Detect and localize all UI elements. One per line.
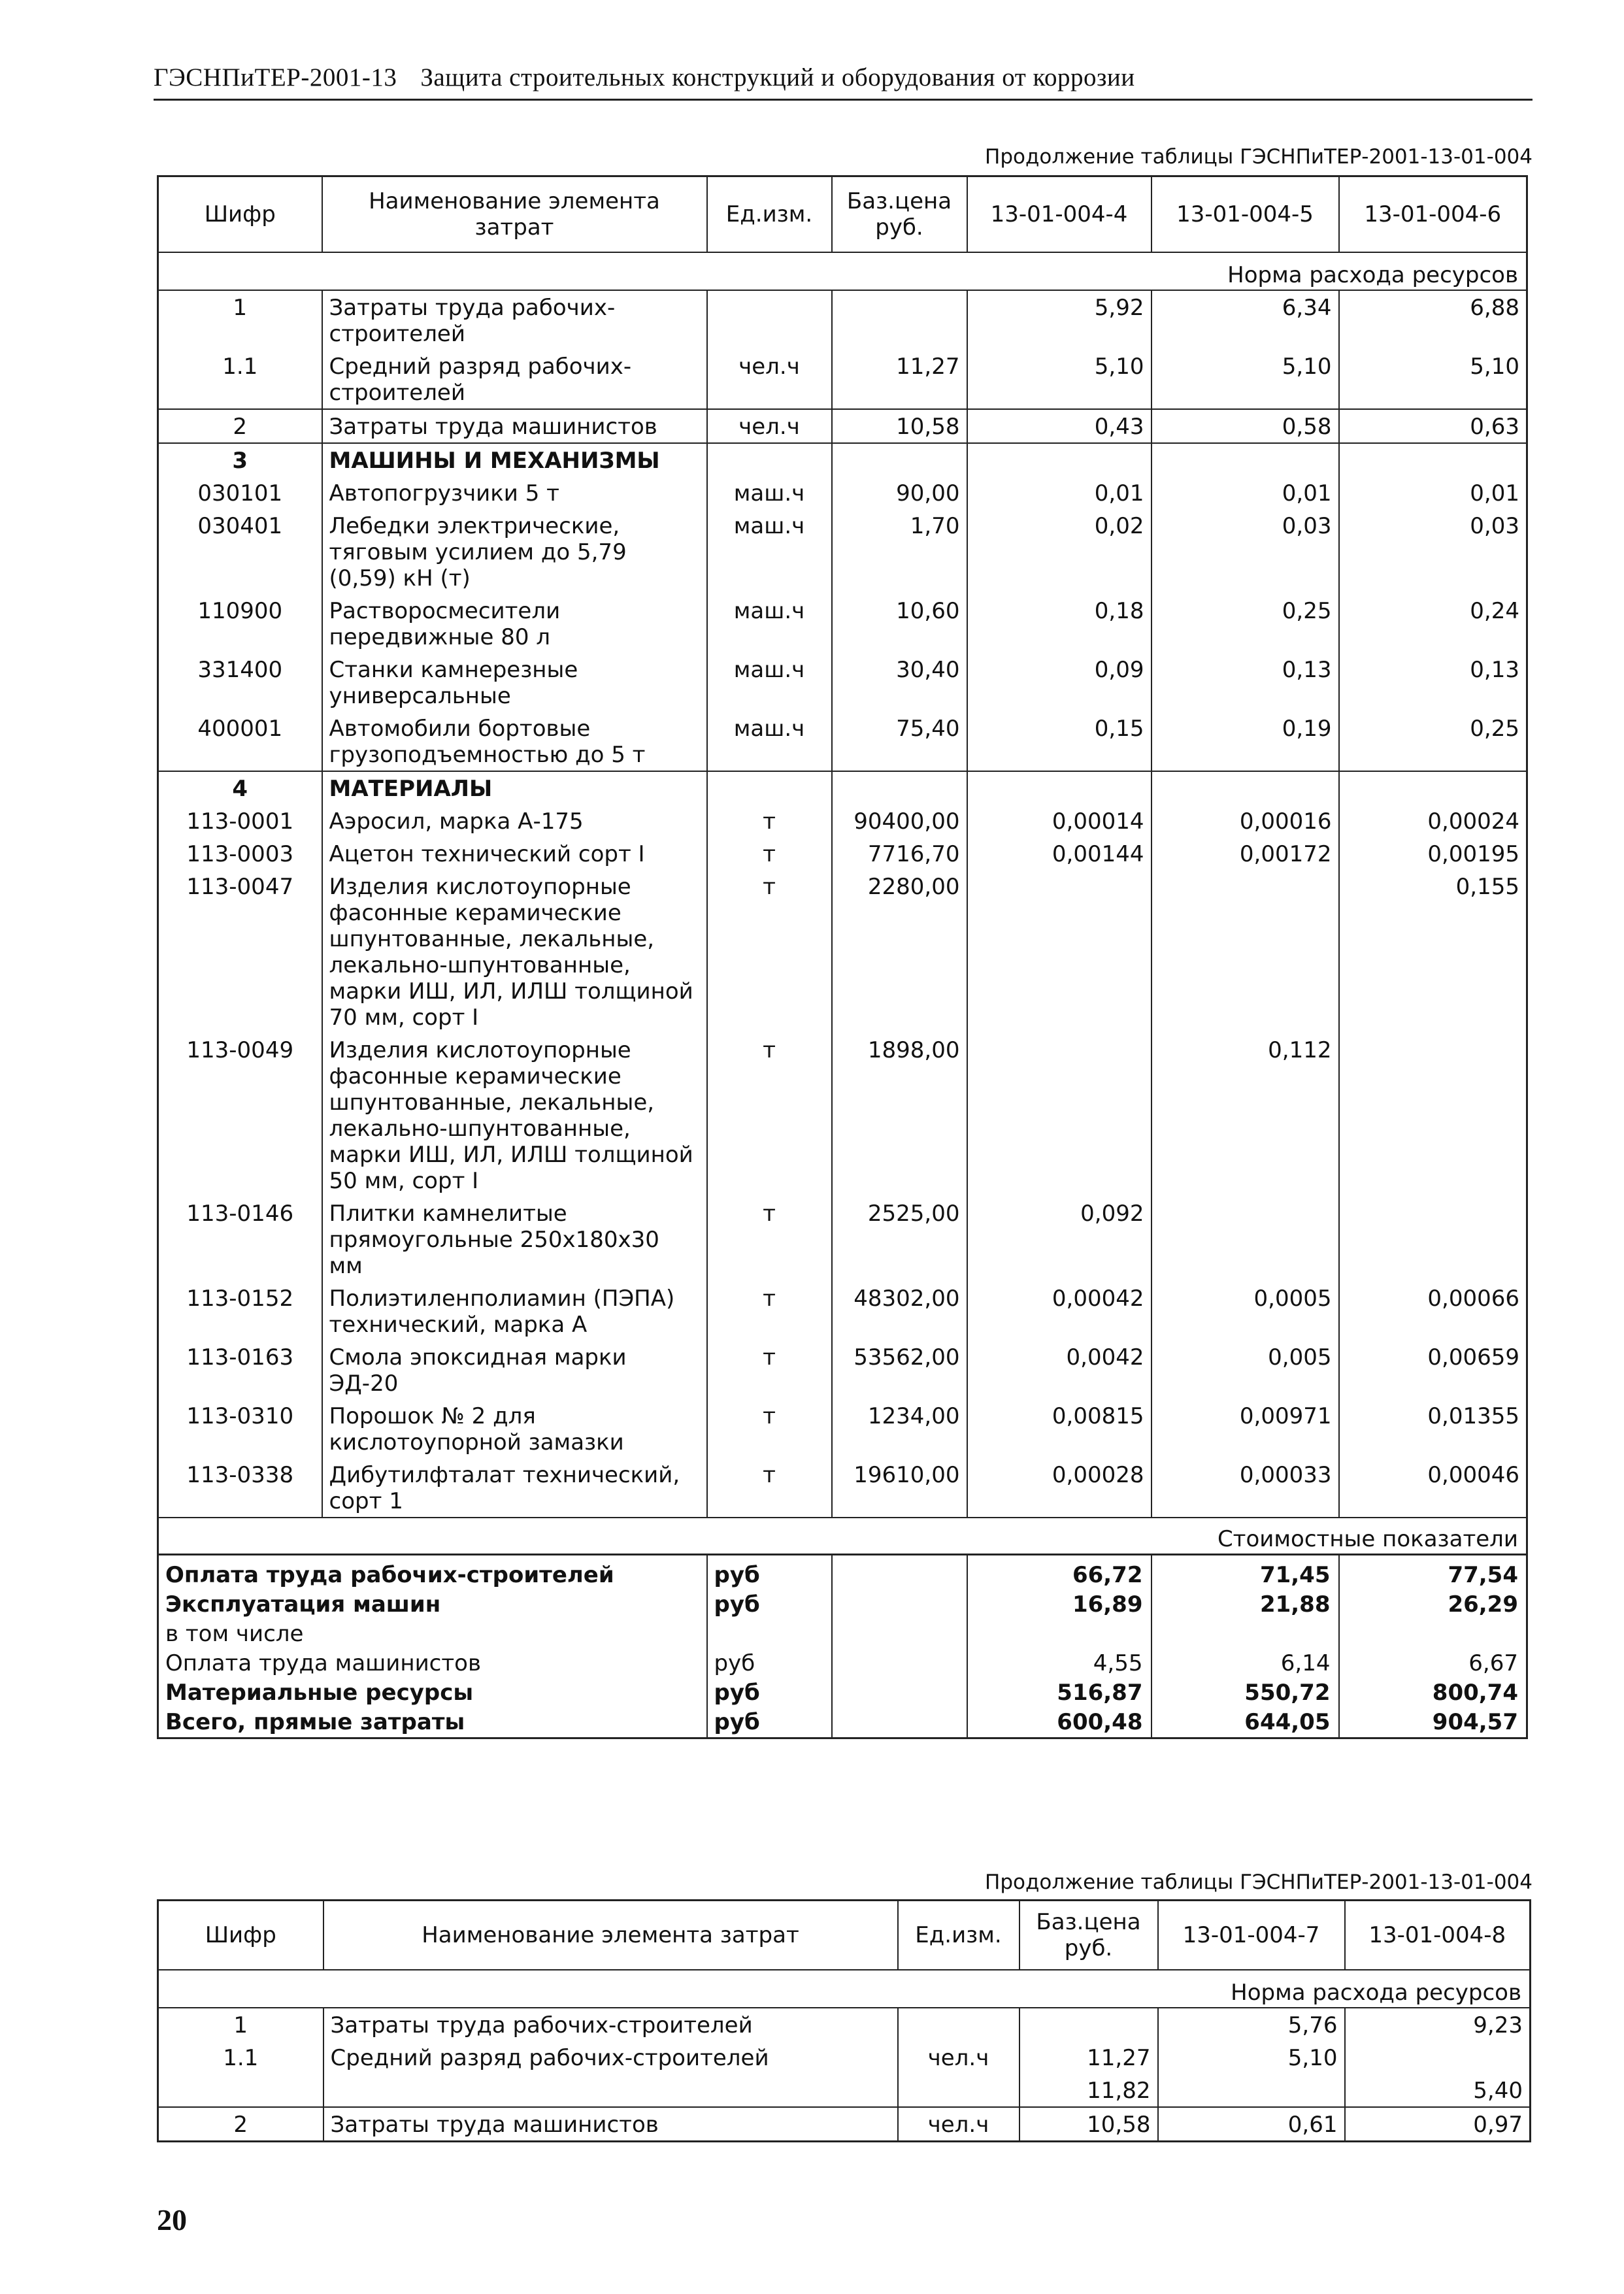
row-name: Затраты труда рабочих-строителей bbox=[323, 2008, 898, 2041]
summary-value-3 bbox=[1339, 1620, 1527, 1649]
section-row bbox=[158, 443, 1527, 476]
row-code: 113-0152 bbox=[158, 1282, 322, 1340]
row-price: 10,58 bbox=[832, 409, 967, 443]
cost-label: Стоимостные показатели bbox=[158, 1518, 1527, 1555]
table-row bbox=[158, 1340, 1527, 1399]
summary-label: Оплата труда машинистов bbox=[158, 1649, 707, 1678]
row-value-3: 0,25 bbox=[1339, 712, 1527, 771]
table-row bbox=[158, 1197, 1527, 1282]
row-price: 2280,00 bbox=[832, 870, 967, 1033]
row-price bbox=[1019, 2008, 1158, 2041]
col-header-price: Баз.цена руб. bbox=[832, 176, 967, 253]
norm-label-row bbox=[158, 1970, 1531, 2008]
row-value-3: 0,63 bbox=[1339, 409, 1527, 443]
row-unit bbox=[898, 2074, 1019, 2107]
row-value-2: 6,34 bbox=[1152, 290, 1339, 350]
summary-price bbox=[832, 1590, 967, 1620]
summary-unit bbox=[707, 1620, 832, 1649]
col-header-name: Наименование элемента затрат bbox=[323, 1901, 898, 1970]
summary-value-2: 644,05 bbox=[1152, 1708, 1339, 1738]
summary-price bbox=[832, 1649, 967, 1678]
summary-value-1: 516,87 bbox=[967, 1678, 1152, 1708]
row-value-3: 0,03 bbox=[1339, 509, 1527, 594]
row-unit: т bbox=[707, 870, 832, 1033]
row-name: Плитки камнелитые прямоугольные 250х180х30 мм bbox=[322, 1197, 707, 1282]
row-value-1: 0,15 bbox=[967, 712, 1152, 771]
summary-value-2: 21,88 bbox=[1152, 1590, 1339, 1620]
table1-header-row bbox=[158, 176, 1527, 253]
row-code: 1 bbox=[158, 290, 322, 350]
summary-price bbox=[832, 1555, 967, 1591]
summary-row bbox=[158, 1620, 1527, 1649]
row-code: 113-0338 bbox=[158, 1458, 322, 1518]
table-row bbox=[158, 2074, 1531, 2107]
row-code: 113-0001 bbox=[158, 805, 322, 837]
row-unit bbox=[707, 290, 832, 350]
row-code: 3 bbox=[158, 443, 322, 476]
summary-unit: руб bbox=[707, 1649, 832, 1678]
row-unit bbox=[707, 443, 832, 476]
row-unit: т bbox=[707, 1399, 832, 1458]
row-value-1: 0,61 bbox=[1158, 2107, 1345, 2142]
summary-value-3: 904,57 bbox=[1339, 1708, 1527, 1738]
resource-table-2 bbox=[157, 1899, 1531, 2142]
row-unit: т bbox=[707, 1197, 832, 1282]
row-value-3: 0,155 bbox=[1339, 870, 1527, 1033]
row-value-3: 0,00046 bbox=[1339, 1458, 1527, 1518]
summary-row bbox=[158, 1708, 1527, 1738]
table-row bbox=[158, 594, 1527, 653]
row-value-1: 0,01 bbox=[967, 476, 1152, 509]
summary-unit: руб bbox=[707, 1678, 832, 1708]
row-name: Затраты труда машинистов bbox=[322, 409, 707, 443]
summary-price bbox=[832, 1678, 967, 1708]
col-header-unit: Ед.изм. bbox=[707, 176, 832, 253]
row-value-3: 6,88 bbox=[1339, 290, 1527, 350]
summary-value-3: 800,74 bbox=[1339, 1678, 1527, 1708]
row-code: 113-0310 bbox=[158, 1399, 322, 1458]
row-unit bbox=[707, 771, 832, 805]
col-header-unit: Ед.изм. bbox=[898, 1901, 1019, 1970]
row-value-3: 0,24 bbox=[1339, 594, 1527, 653]
row-code: 4 bbox=[158, 771, 322, 805]
row-name: Лебедки электрические, тяговым усилием до 5,79 (0,59) кН (т) bbox=[322, 509, 707, 594]
row-value-2: 0,58 bbox=[1152, 409, 1339, 443]
row-value-2: 5,10 bbox=[1152, 350, 1339, 409]
row-unit: т bbox=[707, 837, 832, 870]
row-value-2: 0,25 bbox=[1152, 594, 1339, 653]
row-price: 7716,70 bbox=[832, 837, 967, 870]
row-value-1: 0,00014 bbox=[967, 805, 1152, 837]
row-name: Ацетон технический сорт I bbox=[322, 837, 707, 870]
row-price: 30,40 bbox=[832, 653, 967, 712]
row-value-3: 0,01355 bbox=[1339, 1399, 1527, 1458]
row-value-3: 0,00659 bbox=[1339, 1340, 1527, 1399]
table-row bbox=[158, 653, 1527, 712]
row-value-2: 0,19 bbox=[1152, 712, 1339, 771]
col-header-norm-2: 13-01-004-5 bbox=[1152, 176, 1339, 253]
row-price: 11,27 bbox=[832, 350, 967, 409]
header-code: ГЭСНПиТЕР-2001-13 bbox=[154, 63, 397, 91]
table-row bbox=[158, 2107, 1531, 2142]
row-value-2: 0,97 bbox=[1345, 2107, 1531, 2142]
page-number: 20 bbox=[157, 2203, 187, 2236]
row-price: 90,00 bbox=[832, 476, 967, 509]
row-value-2 bbox=[1152, 443, 1339, 476]
summary-value-3: 77,54 bbox=[1339, 1555, 1527, 1591]
row-code: 113-0003 bbox=[158, 837, 322, 870]
row-price: 1234,00 bbox=[832, 1399, 967, 1458]
row-price: 53562,00 bbox=[832, 1340, 967, 1399]
table-row bbox=[158, 2008, 1531, 2041]
row-value-2: 0,00172 bbox=[1152, 837, 1339, 870]
row-name: Затраты труда рабочих-строителей bbox=[322, 290, 707, 350]
row-value-3: 0,00024 bbox=[1339, 805, 1527, 837]
col-header-name: Наименование элемента затрат bbox=[322, 176, 707, 253]
table-row bbox=[158, 1399, 1527, 1458]
row-value-2: 9,23 bbox=[1345, 2008, 1531, 2041]
row-name: Изделия кислотоупорные фасонные керамические шпунтованные, лекальные, лекально-шпунтованные, марки ИШ, ИЛ, ИЛШ толщиной 70 мм, сорт I bbox=[322, 870, 707, 1033]
row-value-1: 0,00815 bbox=[967, 1399, 1152, 1458]
row-value-1: 5,10 bbox=[1158, 2041, 1345, 2074]
table-row bbox=[158, 1458, 1527, 1518]
row-name: Средний разряд рабочих-строителей bbox=[322, 350, 707, 409]
row-name: Автомобили бортовые грузоподъемностью до 5 т bbox=[322, 712, 707, 771]
row-value-2: 5,40 bbox=[1345, 2074, 1531, 2107]
summary-label: Оплата труда рабочих-строителей bbox=[158, 1555, 707, 1591]
section-title: МАШИНЫ И МЕХАНИЗМЫ bbox=[322, 443, 707, 476]
row-price: 1898,00 bbox=[832, 1033, 967, 1197]
row-unit: маш.ч bbox=[707, 594, 832, 653]
norm-label: Норма расхода ресурсов bbox=[158, 252, 1527, 290]
table-row bbox=[158, 476, 1527, 509]
summary-row bbox=[158, 1649, 1527, 1678]
table-row bbox=[158, 2041, 1531, 2074]
summary-row bbox=[158, 1590, 1527, 1620]
row-name: Смола эпоксидная марки ЭД-20 bbox=[322, 1340, 707, 1399]
row-name: Автопогрузчики 5 т bbox=[322, 476, 707, 509]
section-title: МАТЕРИАЛЫ bbox=[322, 771, 707, 805]
row-name: Порошок № 2 для кислотоупорной замазки bbox=[322, 1399, 707, 1458]
table-row bbox=[158, 712, 1527, 771]
row-unit: т bbox=[707, 1458, 832, 1518]
row-value-2 bbox=[1152, 1197, 1339, 1282]
row-code: 030401 bbox=[158, 509, 322, 594]
row-price: 10,60 bbox=[832, 594, 967, 653]
col-header-code: Шифр bbox=[158, 176, 322, 253]
row-value-3 bbox=[1339, 1033, 1527, 1197]
row-unit: маш.ч bbox=[707, 509, 832, 594]
row-value-1: 5,76 bbox=[1158, 2008, 1345, 2041]
row-unit: маш.ч bbox=[707, 653, 832, 712]
table-row bbox=[158, 837, 1527, 870]
summary-label: в том числе bbox=[158, 1620, 707, 1649]
row-value-3 bbox=[1339, 1197, 1527, 1282]
summary-price bbox=[832, 1708, 967, 1738]
row-price: 1,70 bbox=[832, 509, 967, 594]
table-row bbox=[158, 350, 1527, 409]
row-unit: т bbox=[707, 1340, 832, 1399]
col-header-norm-1: 13-01-004-4 bbox=[967, 176, 1152, 253]
table2-header-row bbox=[158, 1901, 1531, 1970]
running-header bbox=[154, 63, 1533, 101]
row-value-1: 0,00042 bbox=[967, 1282, 1152, 1340]
row-value-1: 5,92 bbox=[967, 290, 1152, 350]
summary-value-2 bbox=[1152, 1620, 1339, 1649]
summary-value-1: 66,72 bbox=[967, 1555, 1152, 1591]
row-code: 030101 bbox=[158, 476, 322, 509]
row-code: 400001 bbox=[158, 712, 322, 771]
row-value-1: 5,10 bbox=[967, 350, 1152, 409]
row-name: Изделия кислотоупорные фасонные керамические шпунтованные, лекальные, лекально-шпунтованные, марки ИШ, ИЛ, ИЛШ толщиной 50 мм, сорт I bbox=[322, 1033, 707, 1197]
header-title: Защита строительных конструкций и оборудования от коррозии bbox=[420, 63, 1135, 91]
row-value-2 bbox=[1152, 870, 1339, 1033]
summary-label: Всего, прямые затраты bbox=[158, 1708, 707, 1738]
row-price: 75,40 bbox=[832, 712, 967, 771]
table1-continuation-label: Продолжение таблицы ГЭСНПиТЕР-2001-13-01-004 bbox=[985, 145, 1533, 169]
summary-value-3: 6,67 bbox=[1339, 1649, 1527, 1678]
row-price bbox=[832, 443, 967, 476]
row-unit: чел.ч bbox=[898, 2041, 1019, 2074]
row-name: Станки камнерезные универсальные bbox=[322, 653, 707, 712]
row-code: 1 bbox=[158, 2008, 323, 2041]
summary-row bbox=[158, 1555, 1527, 1591]
row-price: 11,82 bbox=[1019, 2074, 1158, 2107]
row-value-3: 0,00195 bbox=[1339, 837, 1527, 870]
row-price bbox=[832, 290, 967, 350]
row-unit: чел.ч bbox=[898, 2107, 1019, 2142]
row-code: 2 bbox=[158, 2107, 323, 2142]
summary-value-1: 4,55 bbox=[967, 1649, 1152, 1678]
summary-value-1: 600,48 bbox=[967, 1708, 1152, 1738]
col-header-norm-3: 13-01-004-6 bbox=[1339, 176, 1527, 253]
row-code: 113-0049 bbox=[158, 1033, 322, 1197]
table-row bbox=[158, 290, 1527, 350]
row-value-1: 0,00144 bbox=[967, 837, 1152, 870]
row-value-2: 0,005 bbox=[1152, 1340, 1339, 1399]
summary-value-1: 16,89 bbox=[967, 1590, 1152, 1620]
col-header-norm-1: 13-01-004-7 bbox=[1158, 1901, 1345, 1970]
row-value-3: 5,10 bbox=[1339, 350, 1527, 409]
summary-price bbox=[832, 1620, 967, 1649]
row-code: 113-0146 bbox=[158, 1197, 322, 1282]
row-code: 113-0047 bbox=[158, 870, 322, 1033]
row-price: 48302,00 bbox=[832, 1282, 967, 1340]
row-value-3 bbox=[1339, 443, 1527, 476]
row-name: Полиэтиленполиамин (ПЭПА) технический, марка А bbox=[322, 1282, 707, 1340]
row-value-2 bbox=[1152, 771, 1339, 805]
row-value-1 bbox=[967, 870, 1152, 1033]
row-price: 10,58 bbox=[1019, 2107, 1158, 2142]
row-price bbox=[832, 771, 967, 805]
table-row bbox=[158, 409, 1527, 443]
resource-table-1 bbox=[157, 175, 1528, 1739]
col-header-norm-2: 13-01-004-8 bbox=[1345, 1901, 1531, 1970]
row-unit: т bbox=[707, 805, 832, 837]
row-value-2: 0,13 bbox=[1152, 653, 1339, 712]
row-name: Дибутилфталат технический, сорт 1 bbox=[322, 1458, 707, 1518]
row-name: Растворосмесители передвижные 80 л bbox=[322, 594, 707, 653]
row-value-2 bbox=[1345, 2041, 1531, 2074]
row-code bbox=[158, 2074, 323, 2107]
row-code: 331400 bbox=[158, 653, 322, 712]
row-value-2: 0,00016 bbox=[1152, 805, 1339, 837]
row-value-1: 0,09 bbox=[967, 653, 1152, 712]
row-value-3: 0,13 bbox=[1339, 653, 1527, 712]
row-unit: чел.ч bbox=[707, 409, 832, 443]
row-unit: маш.ч bbox=[707, 712, 832, 771]
norm-label-row bbox=[158, 252, 1527, 290]
table-row bbox=[158, 870, 1527, 1033]
row-value-1: 0,43 bbox=[967, 409, 1152, 443]
row-price: 2525,00 bbox=[832, 1197, 967, 1282]
summary-row bbox=[158, 1678, 1527, 1708]
table-row bbox=[158, 509, 1527, 594]
summary-value-2: 550,72 bbox=[1152, 1678, 1339, 1708]
row-code: 2 bbox=[158, 409, 322, 443]
col-header-price: Баз.цена руб. bbox=[1019, 1901, 1158, 1970]
summary-value-2: 6,14 bbox=[1152, 1649, 1339, 1678]
row-value-1: 0,18 bbox=[967, 594, 1152, 653]
row-value-1: 0,02 bbox=[967, 509, 1152, 594]
section-row bbox=[158, 771, 1527, 805]
table-row bbox=[158, 1033, 1527, 1197]
row-name bbox=[323, 2074, 898, 2107]
summary-value-3: 26,29 bbox=[1339, 1590, 1527, 1620]
summary-label: Материальные ресурсы bbox=[158, 1678, 707, 1708]
row-value-1: 0,00028 bbox=[967, 1458, 1152, 1518]
row-value-1 bbox=[967, 771, 1152, 805]
row-value-1: 0,0042 bbox=[967, 1340, 1152, 1399]
summary-value-1 bbox=[967, 1620, 1152, 1649]
cost-label-row bbox=[158, 1518, 1527, 1555]
row-unit: чел.ч bbox=[707, 350, 832, 409]
row-value-1 bbox=[967, 443, 1152, 476]
row-value-3: 0,00066 bbox=[1339, 1282, 1527, 1340]
row-unit: т bbox=[707, 1033, 832, 1197]
row-code: 1.1 bbox=[158, 2041, 323, 2074]
row-value-1 bbox=[967, 1033, 1152, 1197]
table-row bbox=[158, 1282, 1527, 1340]
row-price: 19610,00 bbox=[832, 1458, 967, 1518]
row-code: 113-0163 bbox=[158, 1340, 322, 1399]
row-name: Средний разряд рабочих-строителей bbox=[323, 2041, 898, 2074]
row-code: 110900 bbox=[158, 594, 322, 653]
summary-value-2: 71,45 bbox=[1152, 1555, 1339, 1591]
row-unit bbox=[898, 2008, 1019, 2041]
row-name: Аэросил, марка А-175 bbox=[322, 805, 707, 837]
col-header-code: Шифр bbox=[158, 1901, 323, 1970]
row-value-2: 0,0005 bbox=[1152, 1282, 1339, 1340]
table2-continuation-label: Продолжение таблицы ГЭСНПиТЕР-2001-13-01-004 bbox=[985, 1870, 1533, 1894]
row-unit: маш.ч bbox=[707, 476, 832, 509]
summary-unit: руб bbox=[707, 1590, 832, 1620]
row-value-2: 0,03 bbox=[1152, 509, 1339, 594]
row-value-2: 0,00971 bbox=[1152, 1399, 1339, 1458]
row-value-2: 0,01 bbox=[1152, 476, 1339, 509]
row-value-3 bbox=[1339, 771, 1527, 805]
row-value-1 bbox=[1158, 2074, 1345, 2107]
row-price: 11,27 bbox=[1019, 2041, 1158, 2074]
row-value-2: 0,00033 bbox=[1152, 1458, 1339, 1518]
row-code: 1.1 bbox=[158, 350, 322, 409]
summary-unit: руб bbox=[707, 1708, 832, 1738]
row-value-1: 0,092 bbox=[967, 1197, 1152, 1282]
row-value-2: 0,112 bbox=[1152, 1033, 1339, 1197]
row-unit: т bbox=[707, 1282, 832, 1340]
row-name: Затраты труда машинистов bbox=[323, 2107, 898, 2142]
row-price: 90400,00 bbox=[832, 805, 967, 837]
summary-label: Эксплуатация машин bbox=[158, 1590, 707, 1620]
row-value-3: 0,01 bbox=[1339, 476, 1527, 509]
norm-label: Норма расхода ресурсов bbox=[158, 1970, 1531, 2008]
summary-unit: руб bbox=[707, 1555, 832, 1591]
table-row bbox=[158, 805, 1527, 837]
